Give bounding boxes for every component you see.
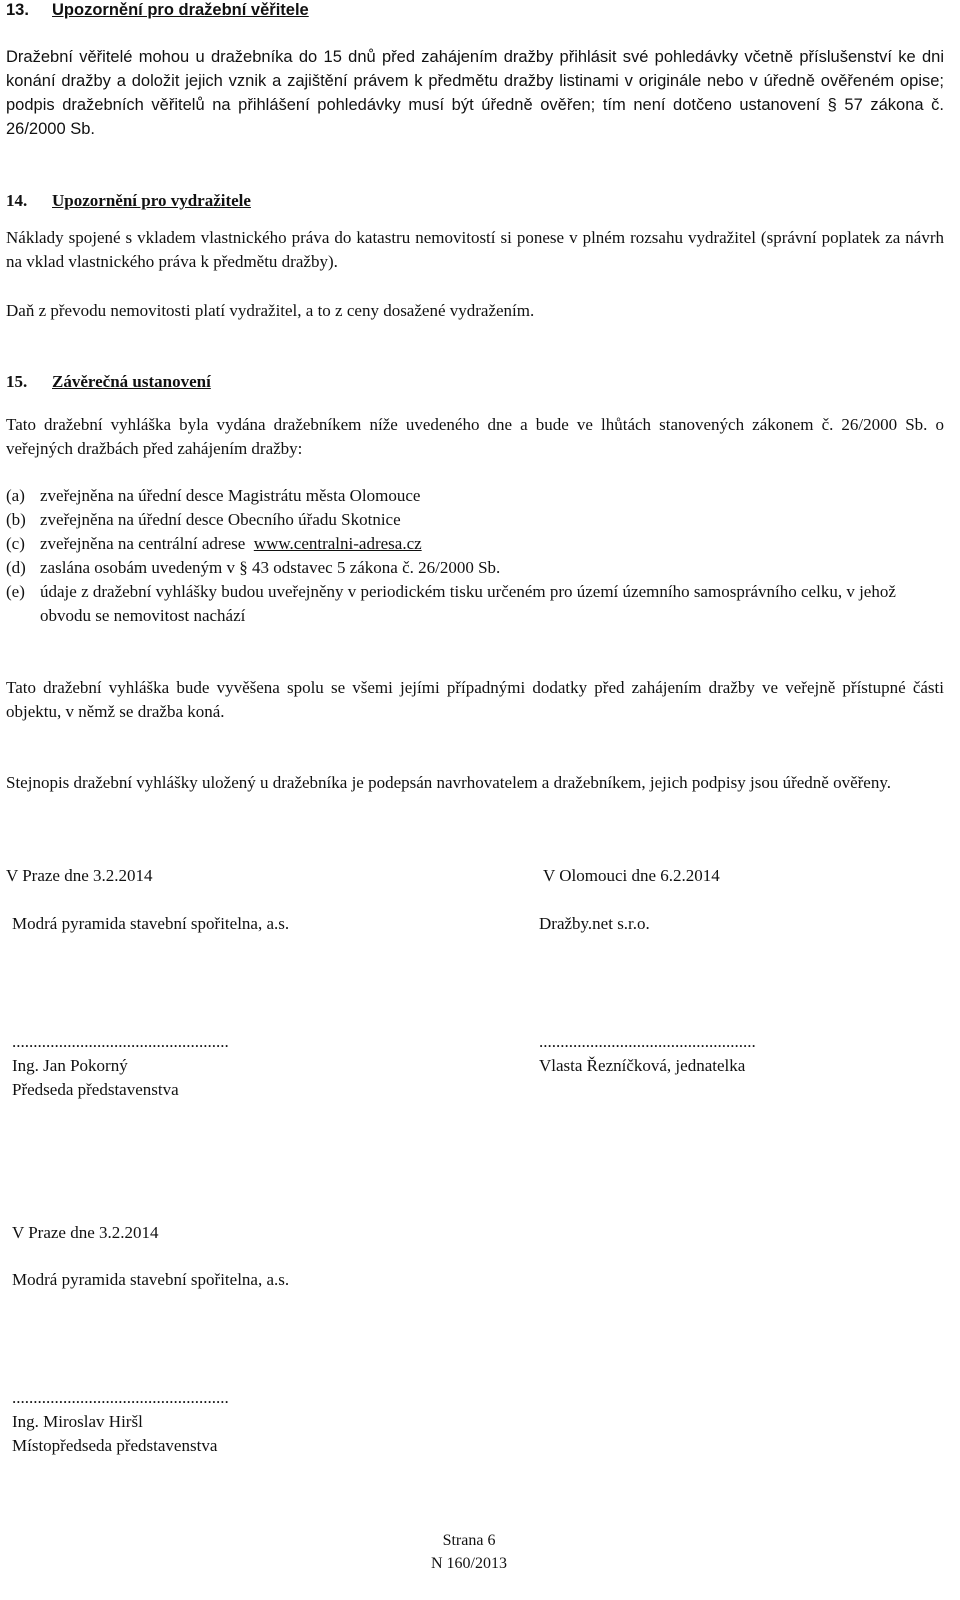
section-13-text: Dražební věřitelé mohou u dražebníka do 15 dnů před zahájením dražby přihlásit své pohledávky včetně příslušenství ke dni konání dražby a doložit jejich vznik a zajištění právem k předmětu dražby listinami v originále nebo v úředně ověřeném opise; podpis dražebních věřitelů na přihlášení pohledávky musí být úředně ověřen; tím není dotčeno ustanovení § 57 zákona č. 26/2000 Sb.	[6, 48, 944, 138]
section-13-heading	[6, 0, 309, 22]
section-15-para-3: Stejnopis dražební vyhlášky uložený u dražebníka je podepsán navrhovatelem a dražebníkem, jejich podpisy jsou úředně ověřeny.	[6, 773, 891, 792]
section-15-intro: Tato dražební vyhláška byla vydána dražebníkem níže uvedeného dne a bude ve lhůtách stanovených zákonem č. 26/2000 Sb. o veřejných dražbách před zahájením dražby:	[6, 415, 944, 458]
left-signer-name: Ing. Jan Pokorný	[12, 1056, 128, 1075]
left-place-date: V Praze dne 3.2.2014	[6, 866, 153, 885]
second-signer-name: Ing. Miroslav Hiršl	[12, 1412, 143, 1431]
list-text: zaslána osobám uvedeným v § 43 odstavec 5 zákona č. 26/2000 Sb.	[40, 558, 501, 577]
left-signature-line: ...................................................	[12, 1032, 229, 1051]
right-signature-line: ...................................................	[539, 1032, 756, 1051]
list-text-prefix: zveřejněna na centrální adrese	[40, 534, 246, 553]
section-14-text-2: Daň z převodu nemovitosti platí vydražitel, a to z ceny dosažené vydražením.	[6, 301, 535, 320]
section-14-number: 14.	[6, 191, 28, 210]
left-company: Modrá pyramida stavební spořitelna, a.s.	[12, 914, 290, 933]
second-signature-line: ...................................................	[12, 1388, 229, 1407]
section-15-number: 15.	[6, 372, 28, 391]
section-13-number: 13.	[6, 1, 29, 19]
list-marker: (d)	[6, 558, 26, 577]
left-signer-role: Předseda představenstva	[12, 1080, 179, 1099]
right-place-date: V Olomouci dne 6.2.2014	[543, 866, 720, 885]
section-13-title: Upozornění pro dražební věřitele	[52, 1, 309, 19]
document-reference: N 160/2013	[431, 1555, 507, 1572]
list-text: zveřejněna na úřední desce Magistrátu města Olomouce	[40, 486, 421, 505]
section-15-title: Závěrečná ustanovení	[52, 372, 211, 391]
section-15-para-2: Tato dražební vyhláška bude vyvěšena spolu se všemi jejími případnými dodatky před zahájením dražby ve veřejně přístupné části objektu, v němž se dražba koná.	[6, 678, 944, 721]
list-marker: (b)	[6, 510, 26, 529]
list-text: zveřejněna na úřední desce Obecního úřadu Skotnice	[40, 510, 401, 529]
section-14-text-1: Náklady spojené s vkladem vlastnického práva do katastru nemovitostí si ponese v plném rozsahu vydražitel (správní poplatek za návrh na vklad vlastnického práva k předmětu dražby).	[6, 228, 944, 271]
second-place-date: V Praze dne 3.2.2014	[12, 1223, 159, 1242]
second-company: Modrá pyramida stavební spořitelna, a.s.	[12, 1270, 290, 1289]
list-marker: (a)	[6, 486, 25, 505]
page-number: Strana 6	[442, 1532, 496, 1549]
section-14-heading	[6, 189, 251, 213]
section-14-title: Upozornění pro vydražitele	[52, 191, 251, 210]
right-company: Dražby.net s.r.o.	[539, 914, 650, 933]
second-signer-role: Místopředseda představenstva	[12, 1436, 218, 1455]
right-signer-name: Vlasta Řezníčková, jednatelka	[539, 1056, 746, 1075]
list-marker: (c)	[6, 534, 25, 553]
central-address-link[interactable]: www.centralni-adresa.cz	[253, 534, 422, 553]
list-text	[40, 532, 940, 556]
section-15-heading	[6, 370, 211, 394]
list-marker: (e)	[6, 582, 25, 601]
list-text: údaje z dražební vyhlášky budou uveřejněny v periodickém tisku určeném pro území územního samosprávního celku, v jehož obvodu se nemovitost nachází	[40, 582, 896, 625]
